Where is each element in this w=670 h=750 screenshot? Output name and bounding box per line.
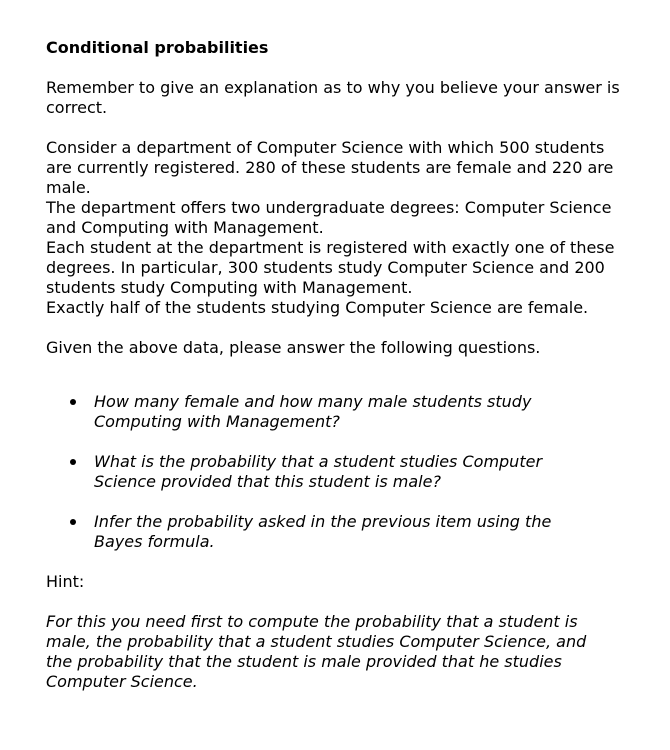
scenario-block [46,138,630,318]
hint-label: Hint: [46,572,85,591]
intro-paragraph: Remember to give an explanation as to why you believe your answer is correct. [46,78,620,117]
question-item: How many female and how many male students study Computing with Management? [94,392,630,432]
prompt-paragraph: Given the above data, please answer the following questions. [46,338,541,357]
question-item: Infer the probability asked in the previous item using the Bayes formula. [94,512,630,552]
question-list [46,392,630,552]
scenario-line: Consider a department of Computer Science with which 500 students are currently registered. 280 of these students are female and 220 are male. [46,138,614,197]
question-item: What is the probability that a student studies Computer Science provided that this student is male? [94,452,630,492]
hint-text: For this you need first to compute the probability that a student is male, the probability that a student studies Computer Science, and the probability that the student is male provided that he studies Computer Science. [46,612,587,691]
scenario-line: The department offers two undergraduate degrees: Computer Science and Computing with Management. [46,198,612,237]
scenario-line: Exactly half of the students studying Computer Science are female. [46,298,589,317]
scenario-line: Each student at the department is registered with exactly one of these degrees. In particular, 300 students study Computer Science and 200 students study Computing with Management. [46,238,615,297]
page-title: Conditional probabilities [46,38,269,57]
